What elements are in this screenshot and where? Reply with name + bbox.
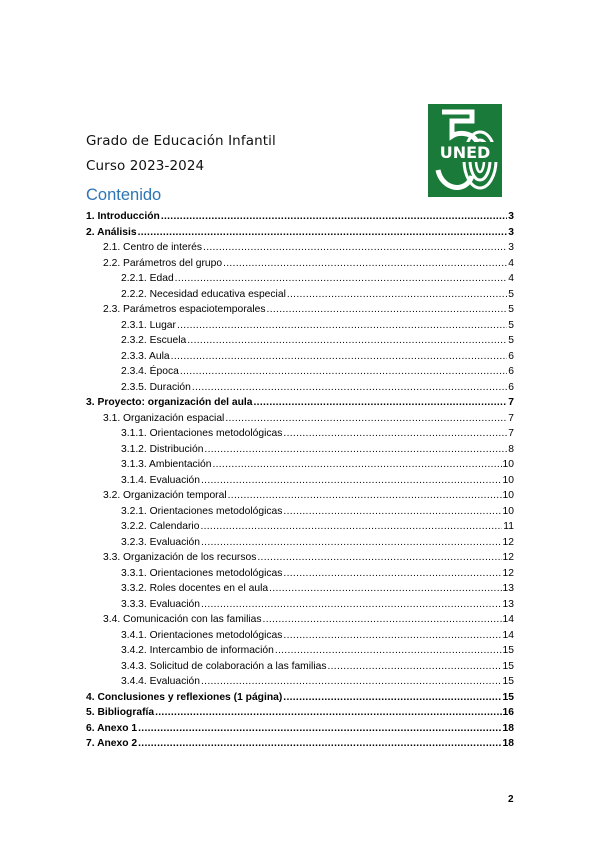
toc-entry-page: 5 (508, 288, 514, 300)
toc-entry[interactable] (86, 704, 514, 719)
toc-leader-dots (200, 520, 502, 533)
toc-entry[interactable] (121, 317, 514, 332)
toc-entry-page: 7 (508, 428, 514, 439)
toc-entry-label: 3.3. Organización de los recursos (103, 552, 257, 563)
toc-entry-page: 6 (508, 366, 514, 377)
toc-entry[interactable] (86, 689, 514, 704)
toc-entry-page: 5 (508, 304, 514, 315)
toc-leader-dots (201, 536, 502, 549)
toc-entry-page: 5 (508, 335, 514, 346)
toc-entry-label: 3.3.1. Orientaciones metodológicas (121, 567, 283, 579)
degree-title: Grado de Educación Infantil (86, 133, 276, 149)
toc-entry-page: 15 (502, 676, 514, 687)
toc-leader-dots (204, 443, 507, 456)
toc-entry-page: 18 (502, 738, 514, 749)
toc-leader-dots (187, 334, 507, 347)
toc-entry-page: 18 (502, 722, 514, 734)
toc-entry[interactable] (121, 286, 514, 301)
toc-entry[interactable] (121, 627, 514, 642)
toc-leader-dots (212, 458, 501, 471)
toc-entry-label: 2.3.5. Duración (121, 381, 191, 393)
toc-entry[interactable] (121, 332, 514, 347)
toc-entry[interactable] (121, 642, 514, 657)
toc-entry-page: 14 (502, 614, 514, 625)
toc-entry[interactable] (103, 410, 514, 425)
toc-entry-label: 3.2. Organización temporal (103, 490, 227, 501)
toc-entry-page: 10 (502, 474, 514, 486)
toc-entry[interactable] (103, 255, 514, 270)
toc-entry-page: 6 (508, 350, 514, 362)
toc-entry-label: 3.4. Comunicación con las familias (103, 614, 262, 625)
toc-leader-dots (263, 613, 502, 626)
toc-entry[interactable] (86, 720, 514, 735)
toc-entry[interactable] (121, 441, 514, 456)
toc-leader-dots (225, 412, 507, 425)
toc-entry-label: 3.1. Organización espacial (103, 412, 225, 424)
toc-entry-page: 10 (502, 490, 514, 501)
toc-entry-label: 2.3.2. Escuela (121, 335, 187, 346)
toc-entry-label: 2.3. Parámetros espaciotemporales (103, 304, 266, 315)
toc-entry-page: 4 (508, 257, 514, 269)
toc-entry-page: 3 (508, 211, 514, 222)
toc-entry[interactable] (86, 224, 514, 239)
toc-entry[interactable] (121, 363, 514, 378)
toc-entry-page: 12 (502, 552, 514, 563)
toc-entry-page: 7 (508, 412, 514, 424)
toc-entry-label: 3.3.3. Evaluación (121, 598, 200, 610)
toc-entry-page: 8 (508, 443, 514, 455)
toc-entry-page: 5 (508, 319, 514, 331)
toc-leader-dots (138, 737, 501, 750)
toc-entry[interactable] (121, 580, 514, 595)
toc-entry-label: 2.3.3. Aula (121, 350, 170, 362)
toc-entry-page: 16 (502, 707, 514, 718)
toc-entry[interactable] (103, 239, 514, 254)
toc-leader-dots (175, 272, 508, 285)
toc-leader-dots (287, 288, 507, 301)
toc-entry-page: 10 (502, 459, 514, 470)
toc-entry-page: 14 (502, 629, 514, 641)
toc-entry[interactable] (121, 472, 514, 487)
toc-entry-page: 12 (502, 567, 514, 579)
toc-entry[interactable] (121, 565, 514, 580)
toc-entry-label: 2.3.1. Lugar (121, 319, 176, 331)
toc-entry[interactable] (121, 658, 514, 673)
toc-leader-dots (192, 381, 507, 394)
toc-entry-page: 4 (508, 273, 514, 284)
toc-leader-dots (283, 505, 501, 518)
toc-entry-label: 3.2.3. Evaluación (121, 536, 200, 548)
toc-leader-dots (254, 396, 508, 409)
toc-entry-label: 2. Análisis (86, 226, 137, 238)
toc-entry[interactable] (121, 503, 514, 518)
toc-entry-label: 2.2.1. Edad (121, 273, 174, 284)
toc-entry-label: 3.2.1. Orientaciones metodológicas (121, 505, 283, 517)
toc-leader-dots (138, 722, 501, 735)
toc-entry-label: 2.3.4. Época (121, 366, 179, 377)
toc-entry-page: 3 (508, 226, 514, 238)
toc-entry[interactable] (121, 596, 514, 611)
toc-entry-page: 15 (502, 645, 514, 656)
toc-leader-dots (155, 706, 501, 719)
toc-leader-dots (269, 582, 501, 595)
toc-entry[interactable] (103, 487, 514, 502)
toc-entry[interactable] (121, 270, 514, 285)
uned-50-logo (428, 104, 502, 197)
toc-leader-dots (283, 629, 501, 642)
toc-title: Contenido (86, 186, 162, 204)
toc-entry[interactable] (86, 394, 514, 409)
toc-entry-label: 3.3.2. Roles docentes en el aula (121, 583, 269, 594)
toc-entry-page: 11 (503, 521, 514, 532)
toc-entry-label: 3.1.2. Distribución (121, 443, 204, 455)
toc-entry-page: 3 (508, 242, 514, 253)
toc-leader-dots (275, 644, 502, 657)
toc-entry-label: 1. Introducción (86, 211, 160, 222)
toc-entry-label: 2.2. Parámetros del grupo (103, 257, 223, 269)
toc-entry-label: 2.2.2. Necesidad educativa especial (121, 288, 286, 300)
toc-leader-dots (223, 257, 507, 270)
toc-leader-dots (283, 427, 507, 440)
toc-entry-label: 3.1.4. Evaluación (121, 474, 200, 486)
toc-entry-label: 3.4.4. Evaluación (121, 676, 200, 687)
toc-entry-label: 6. Anexo 1 (86, 722, 138, 734)
toc-entry-label: 3.4.2. Intercambio de información (121, 645, 274, 656)
toc-entry[interactable] (121, 673, 514, 688)
toc-entry-label: 3.4.3. Solicitud de colaboración a las familias (121, 660, 327, 672)
toc-leader-dots (171, 350, 508, 363)
toc-leader-dots (138, 226, 508, 239)
toc-entry[interactable] (121, 425, 514, 440)
toc-leader-dots (201, 675, 502, 688)
toc-entry-page: 12 (502, 536, 514, 548)
toc-entry-page: 10 (502, 505, 514, 517)
toc-leader-dots (283, 691, 501, 704)
toc-entry-label: 3.4.1. Orientaciones metodológicas (121, 629, 283, 641)
toc-entry-label: 4. Conclusiones y reflexiones (1 página) (86, 691, 283, 703)
toc-leader-dots (180, 365, 507, 378)
toc-leader-dots (267, 303, 508, 316)
toc-leader-dots (177, 319, 507, 332)
toc-leader-dots (203, 241, 507, 254)
toc-entry[interactable] (86, 735, 514, 750)
toc-leader-dots (201, 474, 502, 487)
toc-entry-label: 3. Proyecto: organización del aula (86, 397, 253, 408)
toc-entry-label: 3.1.1. Orientaciones metodológicas (121, 428, 283, 439)
toc-entry[interactable] (121, 348, 514, 363)
toc-entry[interactable] (86, 208, 514, 223)
toc-leader-dots (327, 660, 501, 673)
toc-leader-dots (201, 598, 502, 611)
toc-leader-dots (161, 210, 507, 223)
toc-entry-page: 13 (502, 583, 514, 594)
toc-entry[interactable] (103, 549, 514, 564)
toc-leader-dots (228, 489, 502, 502)
toc-entry-page: 15 (502, 660, 514, 672)
toc-entry-page: 6 (508, 381, 514, 393)
toc-entry-label: 5. Bibliografía (86, 707, 155, 718)
toc-entry-page: 7 (508, 397, 514, 408)
course-year: Curso 2023-2024 (86, 158, 205, 174)
toc-entry-label: 7. Anexo 2 (86, 738, 138, 749)
toc-leader-dots (257, 551, 501, 564)
toc-entry-label: 3.2.2. Calendario (121, 521, 200, 532)
toc-leader-dots (283, 567, 501, 580)
toc-entry-page: 13 (502, 598, 514, 610)
toc-entry[interactable] (103, 301, 514, 316)
toc-entry[interactable] (121, 379, 514, 394)
toc-entry[interactable] (121, 518, 514, 533)
svg-text:UNED: UNED (439, 143, 491, 162)
toc-entry[interactable] (121, 456, 514, 471)
toc-entry-label: 3.1.3. Ambientación (121, 459, 212, 470)
toc-entry[interactable] (121, 534, 514, 549)
toc-entry-label: 2.1. Centro de interés (103, 242, 203, 253)
toc-entry-page: 15 (502, 691, 514, 703)
toc-entry[interactable] (103, 611, 514, 626)
page-number: 2 (508, 794, 514, 805)
